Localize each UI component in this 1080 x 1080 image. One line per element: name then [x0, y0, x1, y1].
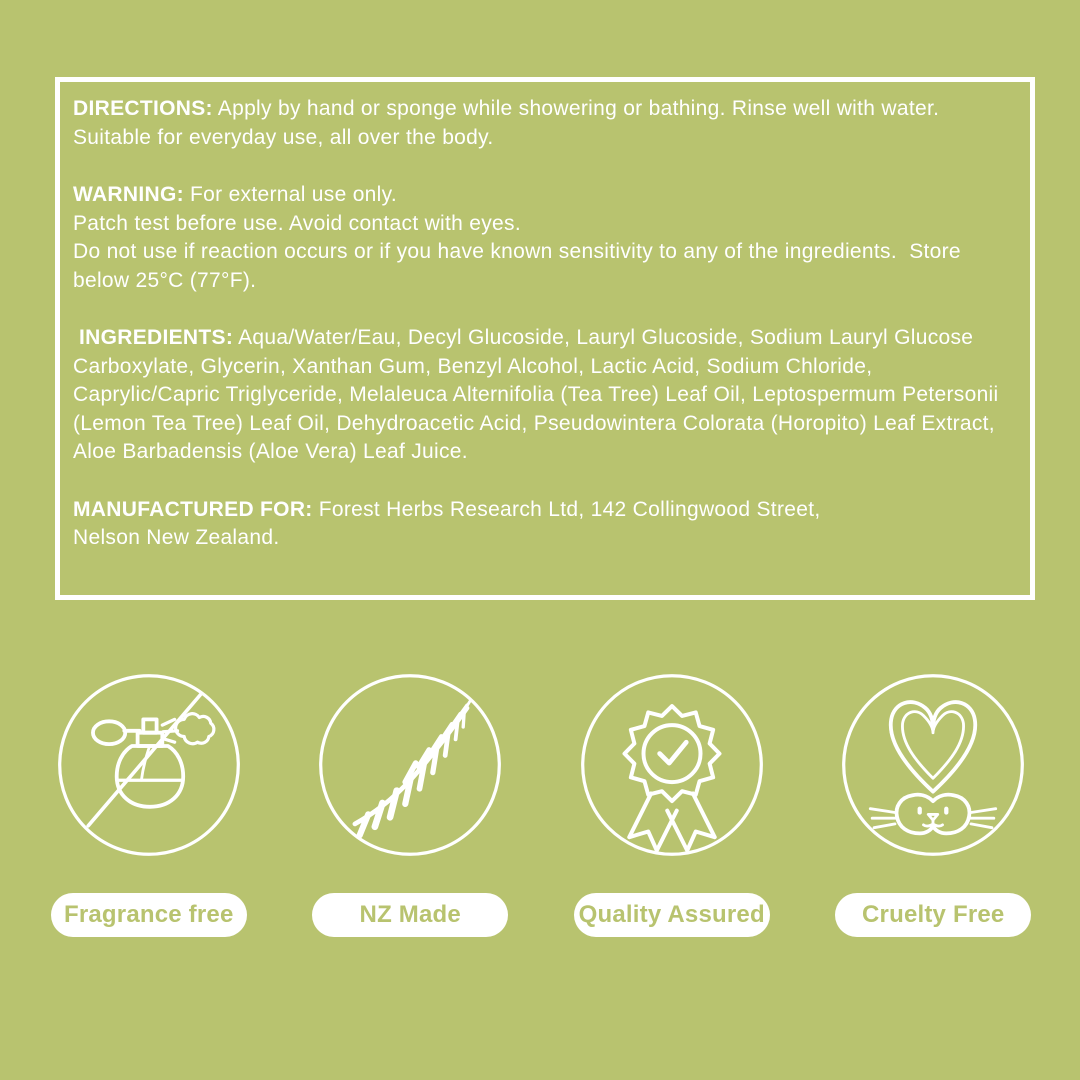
warning-paragraph: [73, 181, 1022, 295]
badge-label: Fragrance free: [63, 901, 234, 928]
fern-icon: [315, 670, 505, 860]
warning-label: WARNING:: [73, 183, 184, 206]
badge-pill-fragrance-free: [51, 893, 247, 937]
badge-pill-quality-assured: [574, 893, 770, 937]
ingredients-text: Aqua/Water/Eau, Decyl Glucoside, Lauryl Glucoside, Sodium Lauryl Glucose Carboxylate, Glycerin, Xanthan Gum, Benzyl Alcohol, Lactic Acid, Sodium Chloride, Caprylic/Capric Triglyceride, Melaleuca Alternifolia (Tea Tree) Leaf Oil, Leptospermum Petersonii (Lemon Tea Tree) Leaf Oil, Dehydroacetic Acid, Pseudowintera Colorata (Horopito) Leaf Extract, Aloe Barbadensis (Aloe Vera) Leaf Juice.: [73, 326, 999, 463]
manufactured-text-1: Forest Herbs Research Ltd, 142 Collingwood Street,: [318, 497, 821, 521]
directions-label: DIRECTIONS:: [73, 97, 213, 120]
manufactured-paragraph: [73, 496, 1022, 553]
badge-fragrance-free: [18, 670, 280, 937]
badge-pill-cruelty-free: [835, 893, 1031, 937]
bunny-heart-icon: [838, 670, 1028, 860]
no-fragrance-icon: [54, 670, 244, 860]
warning-text-1: For external use only.: [190, 183, 398, 206]
badge-nz-made: [280, 670, 542, 937]
badge-cruelty-free: [803, 670, 1065, 937]
quality-ribbon-icon: [577, 670, 767, 860]
manufactured-label: MANUFACTURED FOR:: [73, 497, 313, 521]
badge-label: Cruelty Free: [862, 901, 1005, 928]
warning-text-2: Patch test before use. Avoid contact with eyes.: [73, 211, 521, 235]
directions-paragraph: [73, 95, 1022, 152]
product-info-panel: [55, 77, 1035, 600]
warning-line-1: [73, 183, 397, 206]
ingredients-paragraph: [73, 324, 1022, 467]
ingredients-label: INGREDIENTS:: [79, 326, 234, 349]
directions-text: Apply by hand or sponge while showering or bathing. Rinse well with water. Suitable for everyday use, all over the body.: [73, 97, 940, 149]
badge-label: Quality Assured: [578, 901, 765, 928]
badge-pill-nz-made: [312, 893, 508, 937]
badge-quality-assured: [541, 670, 803, 937]
warning-text-3: Do not use if reaction occurs or if you have known sensitivity to any of the ingredients. Store below 25°C (77°F).: [73, 240, 961, 292]
badge-label: NZ Made: [359, 901, 461, 928]
badge-row: [18, 670, 1064, 937]
manufactured-text-2: Nelson New Zealand.: [73, 526, 280, 549]
